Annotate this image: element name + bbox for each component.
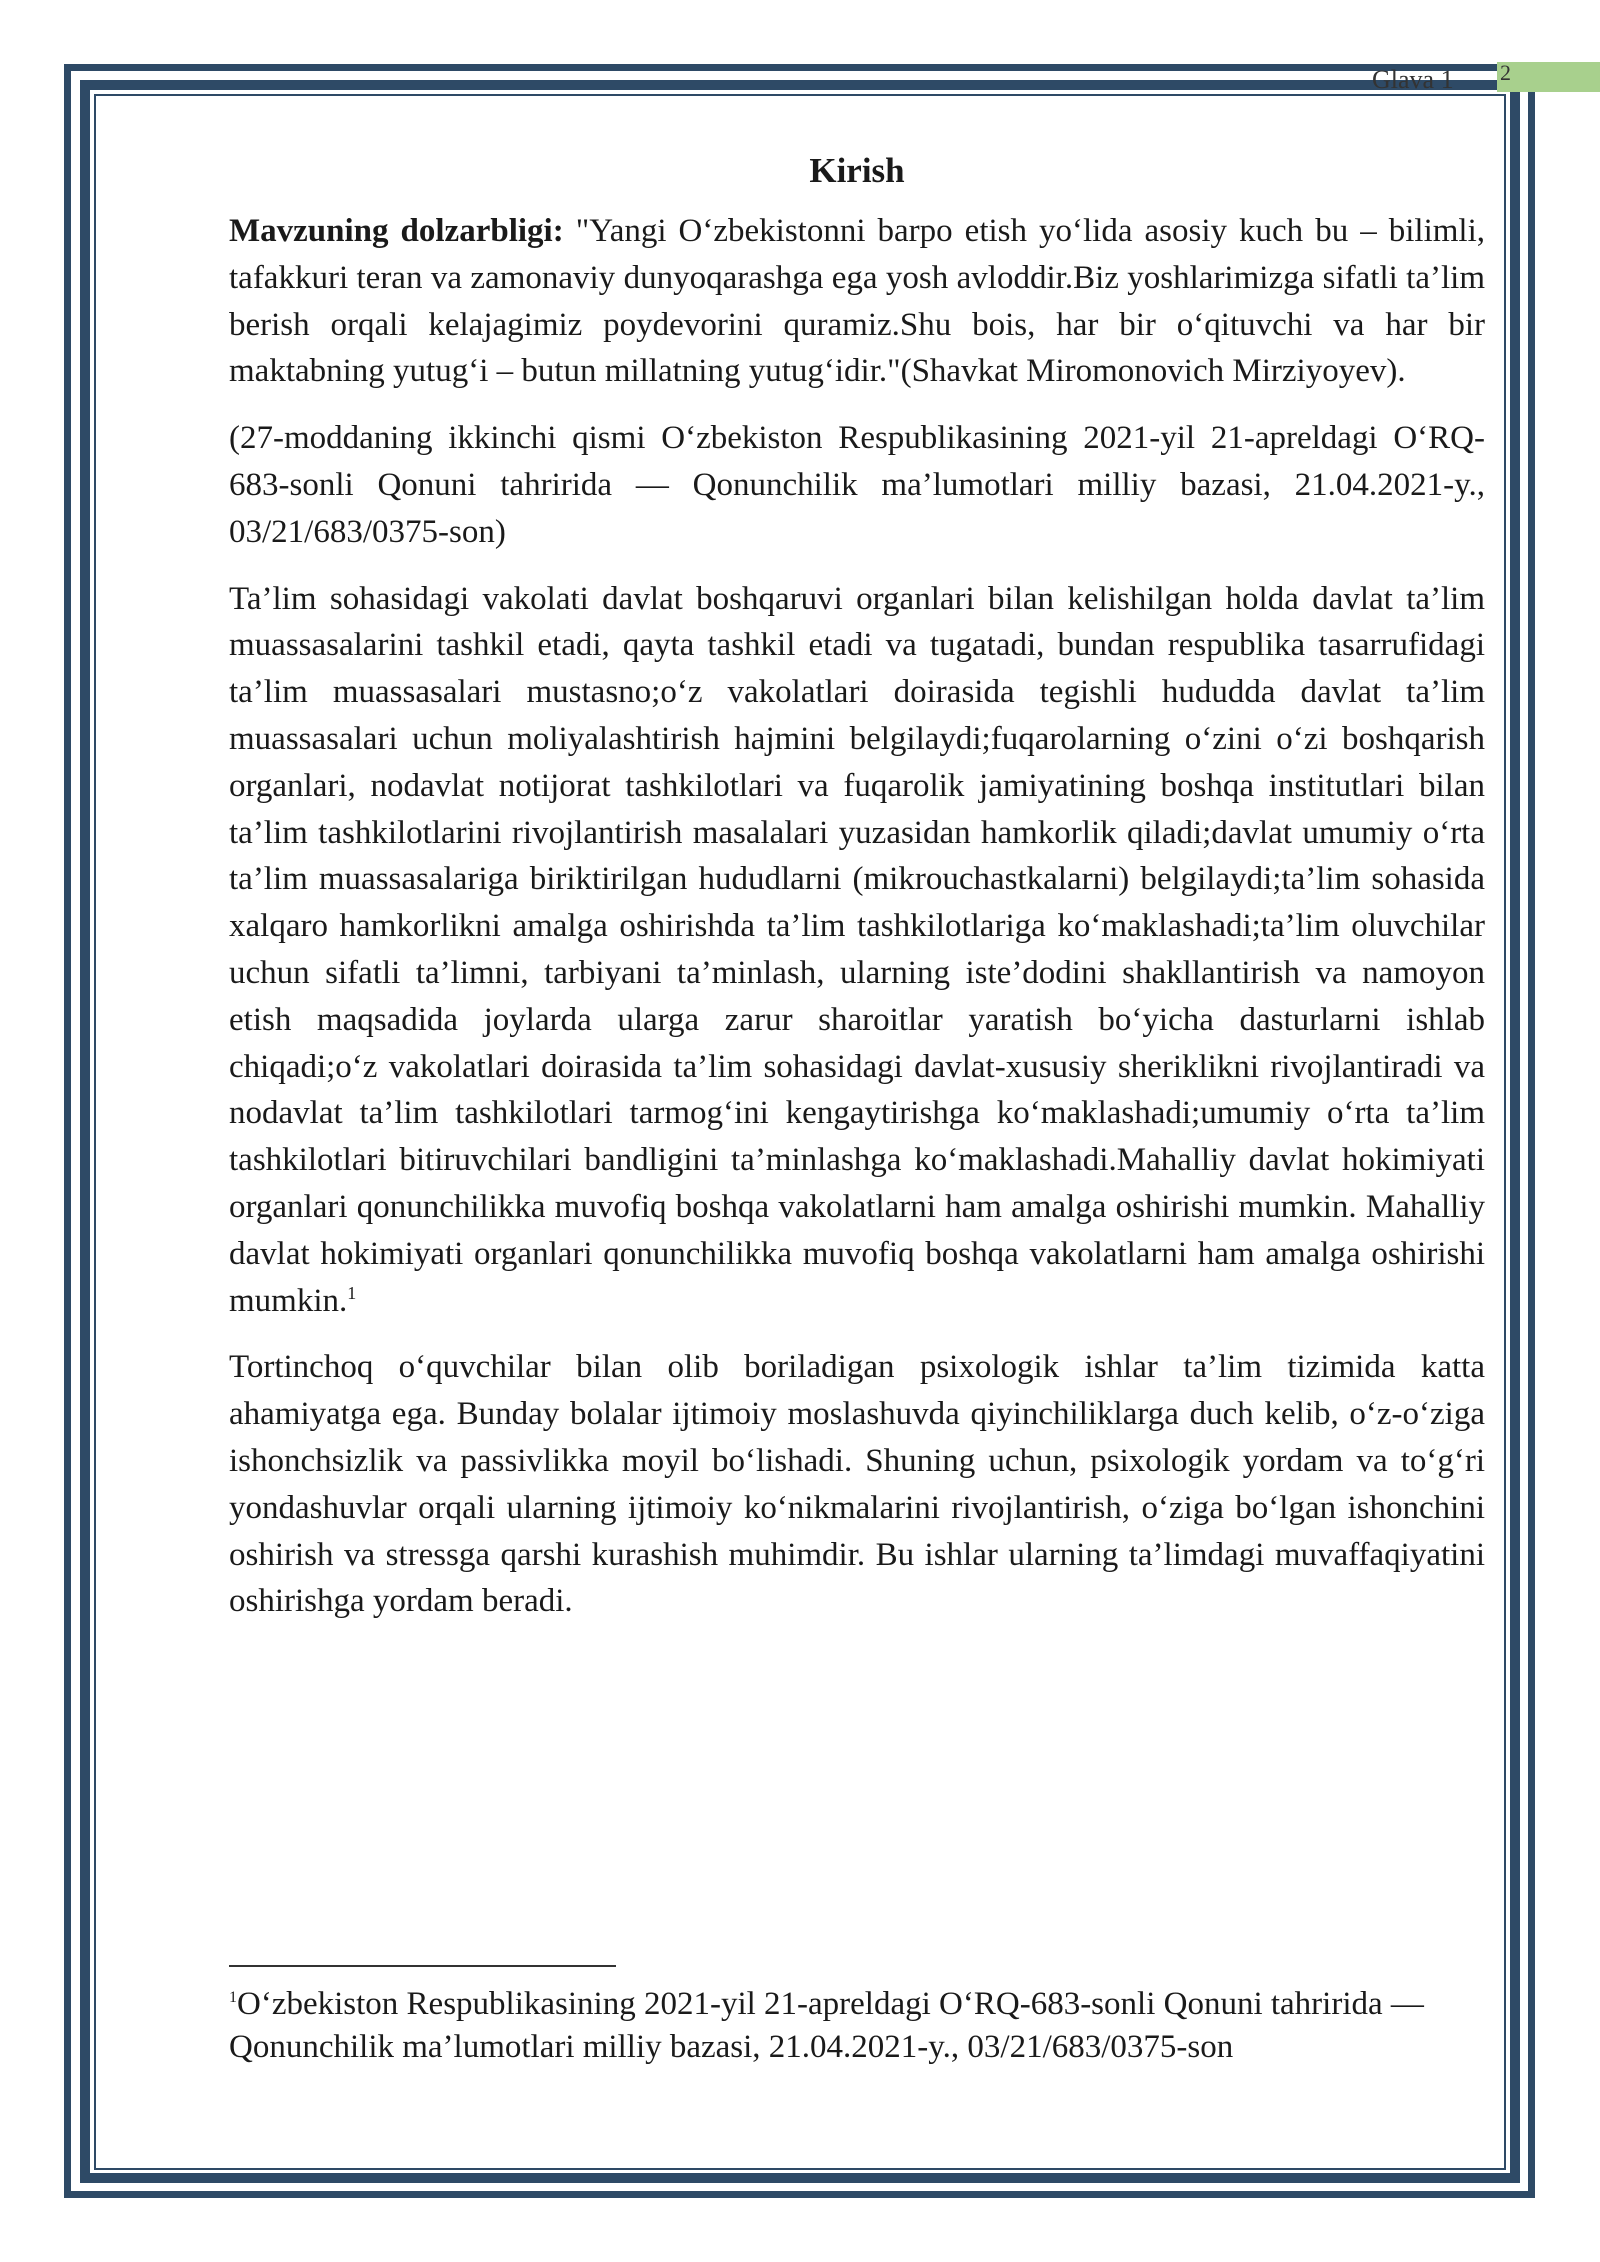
footnote-ref[interactable]: 1: [347, 1282, 357, 1303]
document-body: [229, 148, 1485, 1645]
header-tab: [1497, 62, 1600, 92]
relevance-lead: Mavzuning dolzarbligi:: [229, 213, 564, 249]
authorities-text: Ta’lim sohasidagi vakolati davlat boshqaruvi organlari bilan kelishilgan holda davlat ta’lim muassasalarini tashkil etadi, qayta tashkil etadi va tugatadi, bundan respublika tasarrufidagi ta’lim muassasalari mustasno;o‘z vakolatlari doirasida tegishli hududda davlat ta’lim muassasalari uchun moliyalashtirish hajmini belgilaydi;fuqarolarning o‘zini o‘zi boshqarish organlari, nodavlat notijorat tashkilotlari va fuqarolik jamiyatining boshqa institutlari bilan ta’lim tashkilotlarini rivojlantirish masalalari yuzasidan hamkorlik qiladi;davlat umumiy o‘rta ta’lim muassasalariga biriktirilgan hududlarni (mikrouchastkalarni) belgilaydi;ta’lim sohasida xalqaro hamkorlikni amalga oshirishda ta’lim tashkilotlariga ko‘maklashadi;ta’lim oluvchilar uchun sifatli ta’limni, tarbiyani ta’minlash, ularning iste’dodini shakllantirish va namoyon etish maqsadida joylarda ularga zarur sharoitlar yaratish bo‘yicha dasturlarni ishlab chiqadi;o‘z vakolatlari doirasida ta’lim sohasidagi davlat-xususiy sheriklikni rivojlantiradi va nodavlat ta’lim tashkilotlari tarmog‘ini kengaytirishga ko‘maklashadi;umumiy o‘rta ta’lim tashkilotlari bitiruvchilari bandligini ta’minlashga ko‘maklashadi.Mahalliy davlat hokimiyati organlari qonunchilikka muvofiq boshqa vakolatlarni ham amalga oshirishi mumkin. Mahalliy davlat hokimiyati organlari qonunchilikka muvofiq boshqa vakolatlarni ham amalga oshirishi mumkin.: [229, 580, 1485, 1319]
page-number: 2: [1500, 60, 1511, 85]
paragraph-law-reference: (27-moddaning ikkinchi qismi O‘zbekiston Respublikasining 2021-yil 21-apreldagi O‘RQ-683-sonli Qonuni tahririda — Qonunchilik ma’lumotlari milliy bazasi, 21.04.2021-y., 03/21/683/0375-son): [229, 420, 1485, 550]
relevance-text: "Yangi O‘zbekistonni barpo etish yo‘lida asosiy kuch bu – bilimli, tafakkuri teran va zamonaviy dunyoqarashga ega yosh avloddir.Biz yoshlarimizga sifatli ta’lim berish orqali kelajagimiz poydevorini quramiz.Shu bois, har bir o‘qituvchi va har bir maktabning yutug‘i – butun millatning yutug‘idir."(Shavkat Miromonovich Mirziyoyev).: [229, 213, 1485, 390]
running-header: Glava 1: [1372, 65, 1454, 94]
paragraph-authorities: [229, 576, 1485, 1325]
footnote: [229, 1983, 1485, 2069]
footnote-number: 1: [229, 1989, 237, 2006]
section-title: Kirish: [809, 151, 905, 190]
paragraph-shy-students: Tortinchoq o‘quvchilar bilan olib boriladigan psixologik ishlar ta’lim tizimida katta ahamiyatga ega. Bunday bolalar ijtimoiy moslashuvda qiyinchiliklarga duch kelib, o‘z-o‘ziga ishonchsizlik va passivlikka moyil bo‘lishadi. Shuning uchun, psixologik yordam va to‘g‘ri yondashuvlar orqali ularning ijtimoiy ko‘nikmalarini rivojlantirish, o‘ziga bo‘lgan ishonchini oshirish va stressga qarshi kurashish muhimdir. Bu ishlar ularning ta’limdagi muvaffaqiyatini oshirishga yordam beradi.: [229, 1349, 1485, 1620]
paragraph-relevance: [229, 208, 1485, 395]
footnote-text: O‘zbekiston Respublikasining 2021-yil 21-apreldagi O‘RQ-683-sonli Qonuni tahririda — Qonunchilik ma’lumotlari milliy bazasi, 21.04.2021-y., 03/21/683/0375-son: [229, 1986, 1424, 2065]
footnote-separator: [229, 1965, 616, 1967]
